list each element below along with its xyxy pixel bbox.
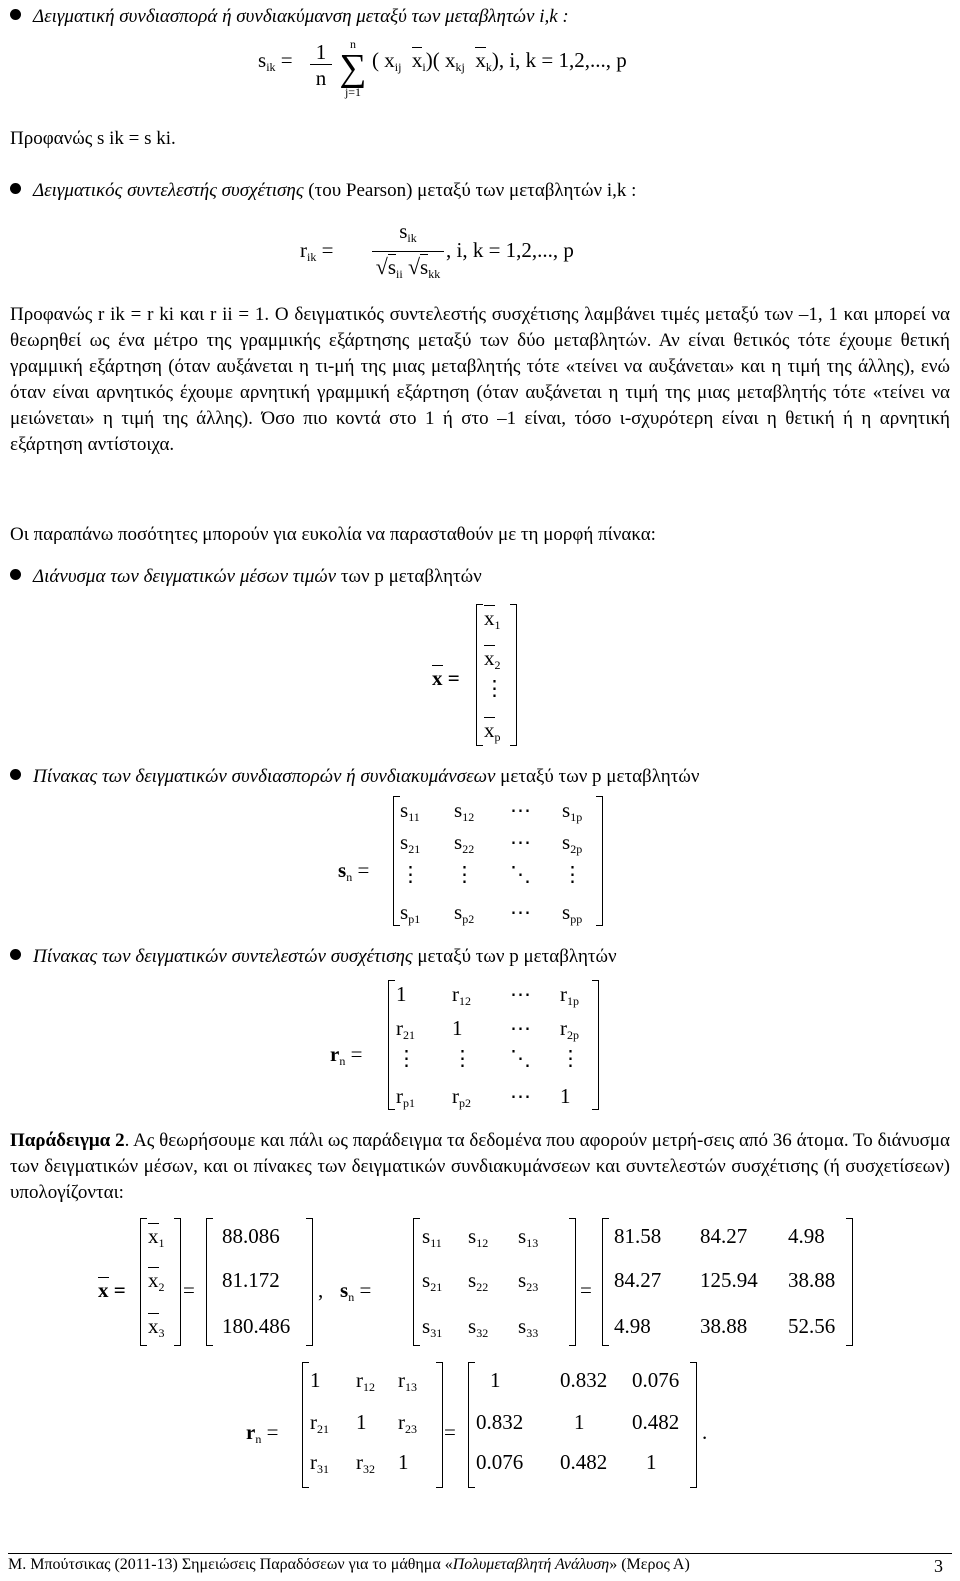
corr-frac-num [372,218,444,252]
example-cov-symbol-cell [468,1314,488,1341]
example-mean-symbol-cell-subscript: 1 [158,1236,165,1250]
cov-matrix-cell-symbol: s [400,830,409,854]
cov-matrix-cell-subscript: 11 [408,810,420,824]
example-mean-symbol: x [98,1278,109,1302]
example-corr-symbol-cell-symbol: 1 [398,1450,409,1474]
example-cov-symbol-cell-subscript: 31 [430,1326,443,1340]
mean-vector-right-bracket [510,604,517,746]
example-corr-symbol: r [246,1420,256,1444]
footer-pre: Μ. Μπούτσικας (2011-13) Σημειώσεις Παραδόσεων για το μάθημα « [8,1556,453,1573]
cov-matrix-cell [454,798,474,825]
covariance-definition [10,6,569,28]
cov-body [372,48,627,75]
corr-matrix-cell-subscript: p2 [459,1096,471,1110]
bullet-icon [10,569,21,580]
corr-lhs: r [300,238,307,262]
cov-matrix-cell [400,862,421,887]
corr-matrix-right-bracket [592,980,599,1110]
cov-matrix-cell [562,862,583,887]
example-cov-value: 125.94 [700,1268,758,1292]
example-corr-symbol-cell [310,1410,329,1437]
example-cov-symbol-cell-subscript: 23 [526,1280,539,1294]
corr-matrix-label-it: Πίνακας των δειγματικών συντελεστών συσχέτισης [33,946,413,967]
example-cov-value: 81.58 [614,1224,662,1248]
corr-matrix-cell [452,1016,463,1041]
cov-matrix-cell-symbol: ⋯ [510,830,531,854]
example-corr-symbol-cell-subscript: 32 [363,1462,375,1476]
cov-matrix-label-rest: μεταξύ των p μεταβλητών [495,766,700,787]
example-cov-symbol-cell-symbol: s [468,1314,477,1338]
footer-text [8,1556,690,1574]
corr-matrix-cell-subscript: 2p [567,1028,579,1042]
cov-matrix-cell [400,798,420,825]
example-cov-symbol-cell [422,1314,442,1341]
corr-matrix-cell [396,982,407,1007]
example-corr-sym-right-bracket [436,1362,443,1488]
sum-operator [335,38,371,98]
corr-matrix-cell-symbol: 1 [396,982,407,1006]
cov-matrix-symbol: s [338,858,347,882]
cov-matrix-cell [562,900,582,927]
cov-matrix-cell-symbol: ⋮ [400,862,421,886]
mean-vector-left-bracket [476,604,483,746]
cov-matrix-cell [400,830,420,857]
example-cov-val-right-bracket [846,1218,853,1346]
example-cov-value: 52.56 [788,1314,836,1338]
example-cov-value: 38.88 [788,1268,836,1292]
corr-matrix-cell-subscript: 12 [459,994,471,1008]
bullet-icon [10,9,21,20]
sigma-icon: ∑ [339,47,367,89]
sum-top: n [350,37,356,51]
example-mean-symbol-cell-symbol: x [148,1268,159,1292]
cov-matrix-left-bracket [393,796,400,926]
footer-course: Πολυμεταβλητή Ανάλυση [452,1556,610,1573]
example-corr-symbol-cell-subscript: 13 [405,1380,417,1394]
example-cov-symbol-cell-symbol: s [468,1268,477,1292]
paragraph-matrix-form: Οι παραπάνω ποσότητες μπορούν για ευκολία να παρασταθούν με τη μορφή πίνακα: [10,524,656,545]
example-corr-symbol-cell [398,1410,417,1437]
cov-matrix-cell-subscript: 2p [570,842,583,856]
corr-matrix-cell-symbol: 1 [452,1016,463,1040]
cov-matrix-cell-symbol: ⋯ [510,900,531,924]
corr-matrix-symbol: r [330,1042,340,1066]
comma: , [318,1278,324,1302]
footer-post: » (Μερος Α) [609,1556,690,1573]
example-corr-val-right-bracket [690,1362,697,1488]
cov-matrix-cell-symbol: ⋯ [510,798,531,822]
corr-matrix-cell [560,982,579,1009]
example-cov-symbol-cell [468,1268,488,1295]
mean-vector-entry-subscript: 1 [494,618,501,632]
corr-matrix-cell-symbol: ⋯ [510,1016,531,1040]
example-corr-symbol-sub: n [255,1432,262,1446]
paragraph-correlation: Προφανώς r ik = r ki και r ii = 1. Ο δειγματικός συντελεστής συσχέτισης λαμβάνει τιμές μεταξύ των –1, 1 και μπορεί να θεωρηθεί ως ένα μέτρο της γραμμικής εξάρτησης μεταξύ των δύο μεταβλητών. Αν είναι θετικός τότε έχουμε θετική γραμμική εξάρτηση (όταν αυξάνεται η τι-μή της μιας μεταβλητής τότε «τείνει να αυξάνεται» και η τιμή της άλλης), ενώ όταν είναι αρνητικός έχουμε αρνητική γραμμική εξάρτηση (όταν αυξάνεται η τιμή της μιας μεταβλητής τότε «τείνει να μειώνεται» η τιμή της άλλης). Όσο πιο κοντά στο 1 ή στο –1 είναι, τόσο ι-σχυρότερη είναι η θετική ή η αρνητική εξάρτηση αντίστοιχα. [10,304,950,455]
cov-mean-xi-sub: i [422,60,426,74]
cov-matrix-cell-subscript: pp [570,912,583,926]
cov-matrix-cell-symbol: s [562,830,571,854]
corr-matrix-cell [560,1046,581,1071]
example-corr-symbol-cell [356,1410,367,1435]
example-cov-symbol-cell [518,1224,538,1251]
cov-matrix-cell-symbol: s [562,798,571,822]
corr-fraction [372,218,444,289]
example-cov-value: 4.98 [614,1314,651,1338]
example-cov-symbol-cell-subscript: 11 [430,1236,442,1250]
example-cov-symbol-cell-symbol: s [518,1268,527,1292]
example-paragraph [10,1128,950,1206]
corr-matrix-cell-symbol: ⋯ [510,982,531,1006]
corr-matrix-cell-symbol: ⋯ [510,1084,531,1108]
corr-num: s [399,219,408,243]
example-corr-symbol-cell [356,1450,375,1477]
example-corr-symbol-cell-symbol: r [356,1450,363,1474]
mean-vector-entry [484,718,501,745]
cov-matrix-cell-symbol: s [562,900,571,924]
example-cov-symbol-cell-symbol: s [422,1314,431,1338]
corr-matrix-cell [396,1016,415,1043]
corr-den1-sub: ii [396,267,403,281]
corr-num-sub: ik [407,231,417,245]
corr-matrix-cell-symbol: ⋮ [452,1046,473,1070]
covariance-formula [258,48,293,75]
cov-matrix-cell [454,830,474,857]
sum-bottom: j=1 [344,85,362,99]
example-corr-symbol-cell-subscript: 12 [363,1380,375,1394]
example-cov-sym-left-bracket [413,1218,420,1346]
corr-matrix-symbol-sub: n [339,1054,346,1068]
cov-matrix-cell-subscript: 12 [462,810,475,824]
bullet-icon [10,949,21,960]
example-corr-symbol-cell-subscript: 31 [317,1462,329,1476]
example-mean-symbol-cell-symbol: x [148,1224,159,1248]
cov-lhs-sub: ik [266,60,276,74]
corr-den2: s [420,255,429,279]
example-corr-sym-left-bracket [302,1362,309,1488]
equals-sign: = [580,1278,592,1302]
example-cov-symbol-cell-symbol: s [422,1268,431,1292]
cov-matrix-cell-symbol: ⋱ [510,862,531,886]
corr-matrix-cell [560,1084,571,1109]
corr-matrix-cell-symbol: r [452,982,459,1006]
example-mean-symbol-cell-subscript: 2 [158,1280,165,1294]
mean-vector-bullet [10,566,482,588]
example-corr-value: 0.832 [560,1368,608,1392]
cov-matrix-cell [454,862,475,887]
example-mean-symbol-cell-subscript: 3 [158,1326,165,1340]
example-cov-symbol-cell-subscript: 33 [526,1326,539,1340]
cov-matrix-lhs: $s_n$ = [338,858,370,884]
example-text: . Ας θεωρήσουμε και πάλι ως παράδειγμα τα δεδομένα που αφορούν μετρή-σεις από 36 άτομα. Το διάνυσμα των δειγματικών μέσων, και οι πίνακες των δειγματικών συνδιακυμάνσεων και συντελεστών συσχέτισης (ή συσχετίσεων) υπολογίζονται: [10,1130,950,1203]
cov-mean-xk-sub: k [485,60,492,74]
mean-vector-label-it: Διάνυσμα των δειγματικών μέσων τιμών [33,566,337,587]
example-corr-symbol-cell-subscript: 21 [317,1422,329,1436]
example-cov-value: 38.88 [700,1314,748,1338]
example-cov-symbol-cell-symbol: s [518,1314,527,1338]
corr-matrix-cell-subscript: p1 [403,1096,415,1110]
cov-matrix-cell [562,830,582,857]
example-mean-value: 88.086 [222,1224,280,1248]
cov-mean-xk: x [475,48,486,72]
equals-sign: = [280,48,293,72]
corr-matrix-left-bracket [388,980,395,1110]
mean-vector-lhs: x = [432,666,460,690]
corr-matrix-cell [452,982,471,1009]
cov-matrix-label-it: Πίνακας των δειγματικών συνδιασπορών ή συνδιακυμάνσεων [33,766,496,787]
cov-matrix-cell-symbol: s [454,900,463,924]
example-corr-symbol-cell [398,1368,417,1395]
cov-matrix-cell-symbol: ⋮ [562,862,583,886]
corr-matrix-cell-symbol: r [396,1016,403,1040]
equals-sign: = [183,1278,195,1302]
correlation-definition [10,180,636,202]
example-corr-value: 0.076 [632,1368,680,1392]
example-cov-symbol-cell [518,1314,538,1341]
corr-matrix-cell-symbol: r [560,1016,567,1040]
example-corr-value: 1 [490,1368,501,1392]
example-corr-symbol-cell-symbol: r [310,1410,317,1434]
cov-matrix-cell [510,830,531,855]
cov-body-sub2: kj [455,60,465,74]
cov-matrix-cell-subscript: 1p [570,810,583,824]
example-corr-value: 0.482 [560,1450,608,1474]
cov-tail: ), i, k = 1,2,..., p [491,48,627,72]
corr-matrix-cell [396,1084,415,1111]
mean-vector-entry-symbol: x [484,718,495,742]
example-mean-sym-left-bracket [140,1218,147,1346]
cov-matrix-bullet [10,766,699,788]
example-cov-symbol-cell-symbol: s [518,1224,527,1248]
example-cov-sym-right-bracket [569,1218,576,1346]
cov-fraction [310,40,332,91]
cov-matrix-cell [510,798,531,823]
corr-matrix-cell [396,1046,417,1071]
cov-matrix-cell [454,900,474,927]
example-corr-symbol-cell-subscript: 23 [405,1422,417,1436]
sqrt-icon: √ [407,254,421,279]
corr-matrix-cell [510,1016,531,1041]
corr-matrix-bullet [10,946,617,968]
example-corr-symbol-cell-symbol: r [398,1368,405,1392]
corr-matrix-cell-symbol: ⋮ [560,1046,581,1070]
example-cov-symbol-sub: n [348,1290,355,1304]
corr-den2-sub: kk [428,267,441,281]
corr-matrix-cell-symbol: r [396,1084,403,1108]
footer-divider [8,1553,952,1554]
example-corr-symbol-cell [310,1450,329,1477]
example-cov-symbol-cell-subscript: 12 [476,1236,489,1250]
mean-vector-entry-symbol: x [484,606,495,630]
corr-den1: s [387,255,397,279]
example-cov-symbol-cell-subscript: 21 [430,1280,443,1294]
corr-matrix-label-rest: μεταξύ των p μεταβλητών [412,946,617,967]
example-cov-val-left-bracket [602,1218,609,1346]
cov-frac-num: 1 [310,40,332,65]
cov-matrix-cell-symbol: ⋮ [454,862,475,886]
mean-vector-entry [484,646,501,673]
example-corr-symbol-cell [310,1368,321,1393]
example-cov-symbol-cell-subscript: 32 [476,1326,489,1340]
mean-vector-entry [484,606,501,633]
example-mean-symbol-cell [148,1268,165,1295]
example-corr-symbol-cell-symbol: 1 [356,1410,367,1434]
corr-frac-den [372,252,444,289]
corr-matrix-cell-subscript: 1p [567,994,579,1008]
example-cov-value: 84.27 [700,1224,748,1248]
example-cov-symbol-cell [518,1268,538,1295]
example-cov-symbol-cell-symbol: s [468,1224,477,1248]
corr-matrix-cell-symbol: 1 [560,1084,571,1108]
example-corr-symbol-cell-symbol: 1 [310,1368,321,1392]
cov-matrix-cell [400,900,420,927]
example-mean-val-right-bracket [306,1218,313,1346]
example-label: Παράδειγμα 2 [10,1130,125,1151]
corr-matrix-lhs: $r_n$ = [330,1042,363,1068]
example-cov-symbol-cell [422,1268,442,1295]
example-mean-sym-right-bracket [174,1218,181,1346]
example-corr-symbol-cell [356,1368,375,1395]
corr-lhs-sub: ik [307,250,317,264]
example-cov-symbol-cell-subscript: 13 [526,1236,539,1250]
page-number: 3 [934,1556,943,1576]
corr-tail: , i, k = 1,2,..., p [446,238,574,262]
example-cov-symbol-cell [468,1224,488,1251]
example-cov-value: 84.27 [614,1268,662,1292]
corr-matrix-cell-symbol: r [452,1084,459,1108]
example-mean-value: 180.486 [222,1314,291,1338]
example-mean-lhs: x = [98,1278,126,1302]
mean-vector-entry-symbol: ⋮ [484,676,505,700]
cov-matrix-cell [562,798,582,825]
example-cov-symbol-cell-symbol: s [422,1224,431,1248]
mean-vector-entry-subscript: 2 [494,658,501,672]
example-corr-symbol-cell-symbol: r [398,1410,405,1434]
mean-vector-entry-subscript: p [494,730,501,744]
equals-sign: = [444,1420,456,1444]
example-corr-value: 0.076 [476,1450,524,1474]
sqrt-icon: √ [375,254,388,279]
cov-matrix-cell-symbol: s [400,798,409,822]
symmetry-s: Προφανώς s ik = s ki. [10,128,176,149]
corr-matrix-cell-symbol: ⋱ [510,1046,531,1070]
example-mean-value: 81.172 [222,1268,280,1292]
correlation-formula [300,238,333,265]
example-cov-lhs: $s_n$ = [340,1278,372,1304]
mean-vector-entry [484,676,505,701]
cov-matrix-cell-subscript: 22 [462,842,475,856]
corr-matrix-cell [452,1046,473,1071]
example-cov-symbol: s [340,1278,349,1302]
cov-body-sub1: ij [394,60,402,74]
correlation-definition-rest: (του Pearson) μεταξύ των μεταβλητών i,k : [303,180,637,201]
cov-matrix-symbol-sub: n [346,870,353,884]
corr-matrix-cell [510,982,531,1007]
corr-matrix-cell [510,1046,531,1071]
cov-matrix-cell [510,900,531,925]
example-corr-lhs: $r_n$ = [246,1420,279,1446]
cov-matrix-cell-subscript: p1 [408,912,421,926]
equals-sign: = [321,238,334,262]
example-corr-val-left-bracket [468,1362,475,1488]
corr-matrix-cell-symbol: r [560,982,567,1006]
example-cov-symbol-cell-subscript: 22 [476,1280,489,1294]
cov-body-open: ( x [372,48,395,72]
example-cov-value: 4.98 [788,1224,825,1248]
cov-matrix-cell-symbol: s [454,798,463,822]
corr-matrix-cell-subscript: 21 [403,1028,415,1042]
example-corr-value: 0.482 [632,1410,680,1434]
example-corr-symbol-cell-symbol: r [356,1368,363,1392]
correlation-definition-it: Δειγματικός συντελεστής συσχέτισης [33,180,304,201]
bullet-icon [10,769,21,780]
corr-matrix-cell-symbol: ⋮ [396,1046,417,1070]
example-mean-symbol-cell [148,1314,165,1341]
cov-matrix-cell-subscript: 21 [408,842,421,856]
corr-matrix-cell [452,1084,471,1111]
mean-vector-entry-symbol: x [484,646,495,670]
cov-matrix-cell-subscript: p2 [462,912,475,926]
cov-matrix-cell [510,862,531,887]
corr-matrix-cell [510,1084,531,1109]
cov-mean-xi: x [411,48,423,72]
cov-matrix-cell-symbol: s [454,830,463,854]
covariance-definition-text: Δειγματική συνδιασπορά ή συνδιακύμανση μεταξύ των μεταβλητών i,k : [33,6,569,27]
bullet-icon [10,183,21,194]
example-corr-symbol-cell-symbol: r [310,1450,317,1474]
corr-matrix-cell [560,1016,579,1043]
mean-vector-label-rest: των p μεταβλητών [336,566,482,587]
example-corr-symbol-cell [398,1450,409,1475]
period: . [702,1420,708,1444]
cov-matrix-cell-symbol: s [400,900,409,924]
example-corr-value: 1 [646,1450,657,1474]
example-mean-val-left-bracket [206,1218,213,1346]
example-corr-value: 0.832 [476,1410,524,1434]
example-mean-symbol-cell [148,1224,165,1251]
mean-vector-symbol: x [432,666,443,690]
example-cov-symbol-cell [422,1224,442,1251]
cov-body-mid: )( x [425,48,456,72]
cov-matrix-right-bracket [596,796,603,926]
example-mean-symbol-cell-symbol: x [148,1314,159,1338]
cov-lhs: s [258,48,267,72]
example-corr-value: 1 [574,1410,585,1434]
cov-frac-den: n [315,66,327,90]
